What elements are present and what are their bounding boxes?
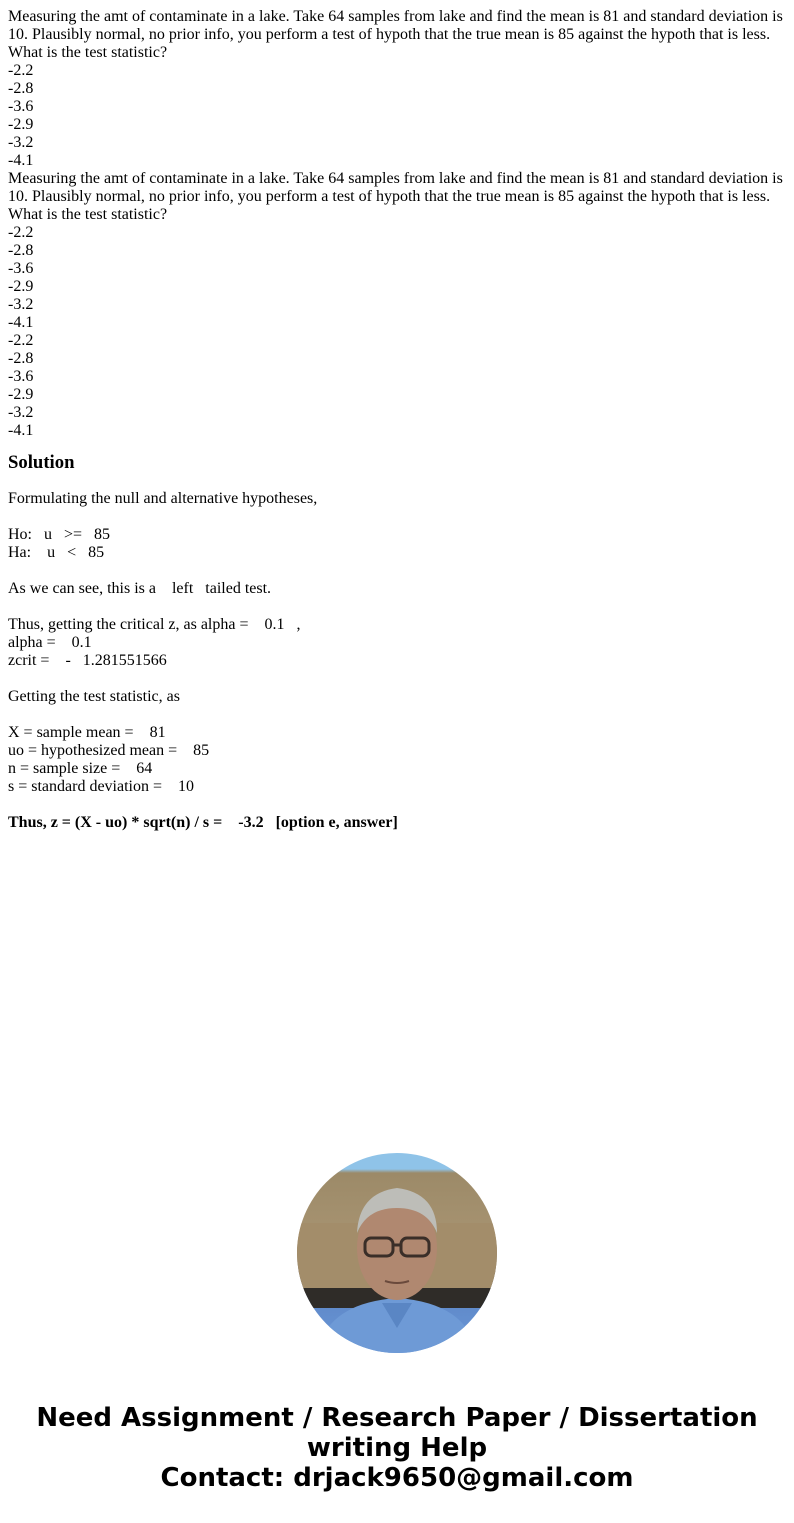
solution-heading: Solution — [8, 452, 75, 473]
document-body — [8, 8, 786, 850]
option: -3.2 — [8, 134, 34, 151]
option: -2.9 — [8, 278, 34, 295]
null-hypothesis: Ho: u >= 85 — [8, 526, 111, 543]
crit-line: Thus, getting the critical z, as alpha = 0.1 , — [8, 616, 301, 633]
answer-text: Thus, z = (X - uo) * sqrt(n) / s = -3.2 [option e, answer] — [8, 814, 398, 831]
question-options-repeat — [8, 224, 786, 440]
hypotheses — [8, 526, 786, 562]
promo-contact: Contact: drjack9650@gmail.com — [160, 1463, 634, 1493]
option: -3.2 — [8, 296, 34, 313]
stat-values — [8, 724, 786, 796]
option: -2.2 — [8, 332, 34, 349]
question-text: Measuring the amt of contaminate in a lake. Take 64 samples from lake and find the mean is 81 and standard deviation is 10. Plausibly normal, no prior info, you perform a test of hypoth that the true mean is 85 against the hypoth that is less. What is the test statistic? — [8, 8, 783, 61]
portrait-icon — [297, 1153, 497, 1353]
alt-hypothesis: Ha: u < 85 — [8, 544, 105, 561]
solution-intro: Formulating the null and alternative hypotheses, — [8, 490, 318, 507]
sample-mean-line: X = sample mean = 81 — [8, 724, 166, 741]
option: -2.2 — [8, 62, 34, 79]
option: -3.6 — [8, 260, 34, 277]
promo-line-1: Need Assignment / Research Paper / Dissertation — [36, 1403, 758, 1433]
option: -2.8 — [8, 350, 34, 367]
option: -2.8 — [8, 242, 34, 259]
option: -4.1 — [8, 314, 34, 331]
stat-intro: Getting the test statistic, as — [8, 688, 180, 705]
promo-banner — [0, 1403, 794, 1493]
hyp-mean-line: uo = hypothesized mean = 85 — [8, 742, 210, 759]
critical-value — [8, 616, 786, 670]
std-dev-line: s = standard deviation = 10 — [8, 778, 195, 795]
option: -2.8 — [8, 80, 34, 97]
option: -3.6 — [8, 98, 34, 115]
option: -4.1 — [8, 422, 34, 439]
question-text-repeat: Measuring the amt of contaminate in a lake. Take 64 samples from lake and find the mean is 81 and standard deviation is 10. Plausibly normal, no prior info, you perform a test of hypoth that the true mean is 85 against the hypoth that is less. What is the test statistic? — [8, 170, 783, 223]
answer-line — [8, 814, 786, 832]
option: -2.9 — [8, 386, 34, 403]
solution-body — [8, 490, 786, 832]
promo-line-2: writing Help — [306, 1433, 488, 1463]
alpha-line: alpha = 0.1 — [8, 634, 92, 651]
tail-statement — [8, 580, 786, 598]
tail-text: As we can see, this is a left tailed test. — [8, 580, 272, 597]
option: -2.2 — [8, 224, 34, 241]
sample-size-line: n = sample size = 64 — [8, 760, 153, 777]
question-options — [8, 62, 786, 170]
option: -4.1 — [8, 152, 34, 169]
author-avatar — [297, 1153, 497, 1353]
option: -3.2 — [8, 404, 34, 421]
option: -3.6 — [8, 368, 34, 385]
option: -2.9 — [8, 116, 34, 133]
zcrit-line: zcrit = - 1.281551566 — [8, 652, 167, 669]
